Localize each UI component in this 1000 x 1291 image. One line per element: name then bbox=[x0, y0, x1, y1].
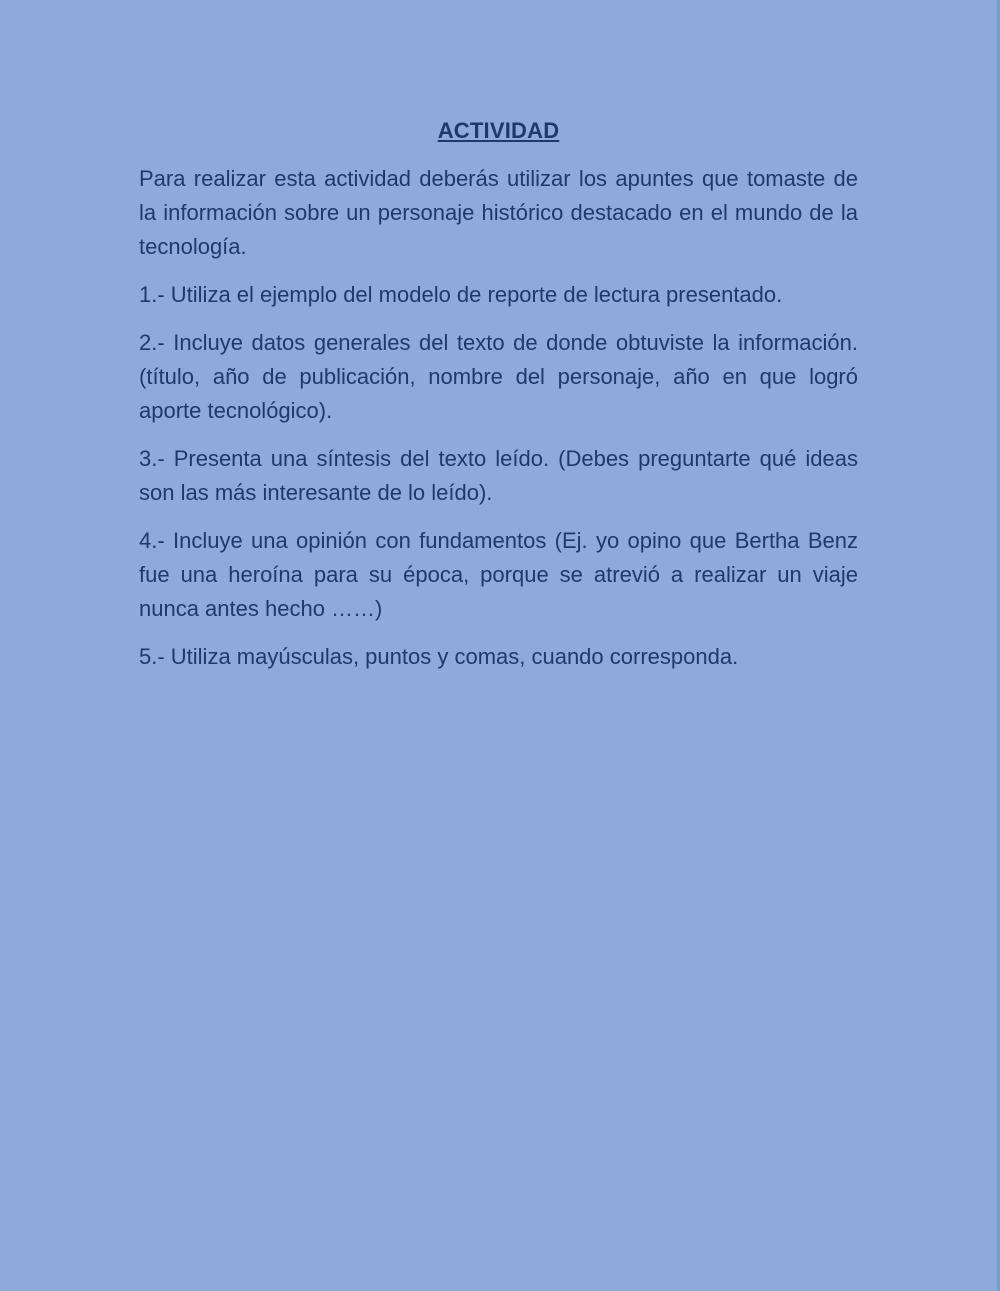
instruction-item-5: 5.- Utiliza mayúsculas, puntos y comas, cuando corresponda. bbox=[139, 644, 739, 669]
intro-paragraph: Para realizar esta actividad deberás utilizar los apuntes que tomaste de la información sobre un personaje histórico destacado en el mundo de la tecnología. bbox=[139, 166, 858, 259]
instruction-item-1: 1.- Utiliza el ejemplo del modelo de reporte de lectura presentado. bbox=[139, 282, 783, 307]
document-content bbox=[139, 116, 858, 688]
instruction-item-2: 2.- Incluye datos generales del texto de donde obtuviste la información. (título, año de publicación, nombre del personaje, año en que logró aporte tecnológico). bbox=[139, 330, 858, 423]
document-title: ACTIVIDAD bbox=[437, 118, 560, 143]
instruction-item-3: 3.- Presenta una síntesis del texto leído. (Debes preguntarte qué ideas son las más interesante de lo leído). bbox=[139, 446, 858, 505]
instruction-item-4: 4.- Incluye una opinión con fundamentos (Ej. yo opino que Bertha Benz fue una heroína para su época, porque se atrevió a realizar un viaje nunca antes hecho ……) bbox=[139, 528, 858, 621]
